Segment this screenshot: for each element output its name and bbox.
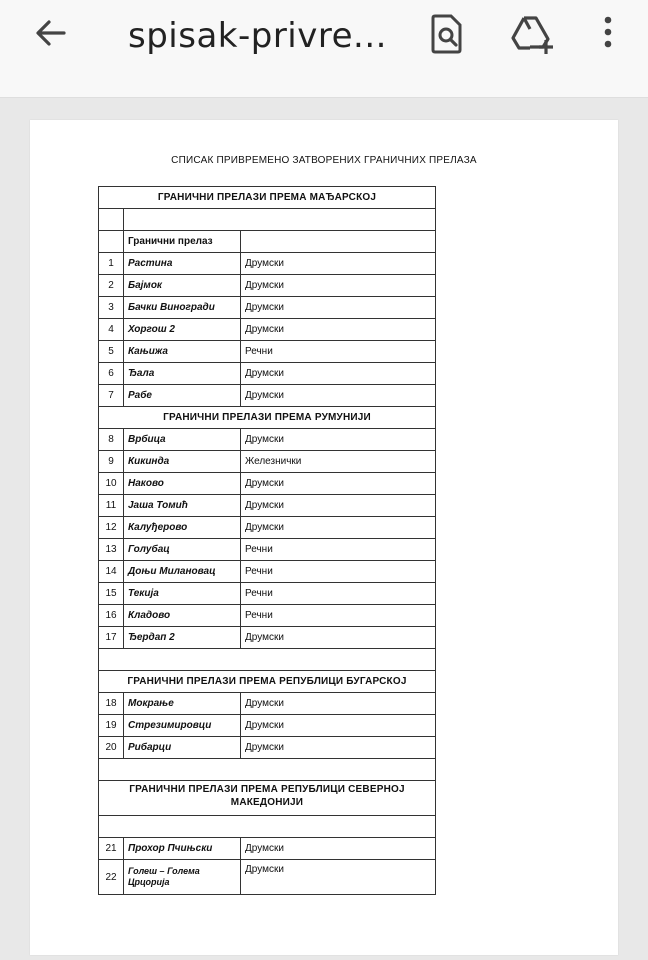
section-header-row [99, 407, 436, 429]
table-row: 17 Ђердап 2 Друмски [99, 627, 436, 649]
table-row: 2 Бајмок Друмски [99, 275, 436, 297]
table-row: 12 Калуђерово Друмски [99, 517, 436, 539]
blank-row [99, 649, 436, 671]
table-row: 3 Бачки Виногради Друмски [99, 297, 436, 319]
table-row: 19 Стрезимировци Друмски [99, 715, 436, 737]
find-in-document-icon[interactable] [427, 12, 467, 56]
table-row: 14 Доњи Милановац Речни [99, 561, 436, 583]
section-header-row [99, 187, 436, 209]
table-row: 7 Рабе Друмски [99, 385, 436, 407]
table-row: 22 Голеш – Голема Црцорија Друмски [99, 860, 436, 895]
document-page[interactable] [30, 120, 618, 955]
column-header-row [99, 231, 436, 253]
table-row: 4 Хоргош 2 Друмски [99, 319, 436, 341]
section-heading: ГРАНИЧНИ ПРЕЛАЗИ ПРЕМА РУМУНИЈИ [99, 407, 436, 429]
table-row: 16 Кладово Речни [99, 605, 436, 627]
table-row: 5 Кањижа Речни [99, 341, 436, 363]
table-row: 21 Прохор Пчињски Друмски [99, 838, 436, 860]
table-row: 11 Јаша Томић Друмски [99, 495, 436, 517]
table-row: 1 Растина Друмски [99, 253, 436, 275]
border-crossings-table [98, 186, 436, 895]
table-row: 8 Врбица Друмски [99, 429, 436, 451]
document-title-bar: spisak-privre... [128, 16, 387, 56]
table-row: 20 Рибарци Друмски [99, 737, 436, 759]
add-to-drive-icon[interactable] [510, 12, 550, 56]
back-arrow-icon[interactable] [30, 14, 70, 54]
table-row: 9 Кикинда Железнички [99, 451, 436, 473]
blank-row [99, 759, 436, 781]
section-heading: ГРАНИЧНИ ПРЕЛАЗИ ПРЕМА РЕПУБЛИЦИ СЕВЕРНОЈ МАКЕДОНИЈИ [99, 781, 436, 816]
document-heading: СПИСАК ПРИВРЕМЕНО ЗАТВОРЕНИХ ГРАНИЧНИХ ПРЕЛАЗА [171, 155, 477, 166]
table-row: 18 Мокрање Друмски [99, 693, 436, 715]
blank-row [99, 209, 436, 231]
blank-row [99, 816, 436, 838]
table-row: 6 Ђала Друмски [99, 363, 436, 385]
section-header-row [99, 671, 436, 693]
column-header: Гранични прелаз [124, 231, 241, 253]
table-row: 15 Текија Речни [99, 583, 436, 605]
more-options-icon[interactable] [594, 12, 622, 56]
table-row: 13 Голубац Речни [99, 539, 436, 561]
section-header-row [99, 781, 436, 816]
table-row: 10 Наково Друмски [99, 473, 436, 495]
app-bar [0, 0, 648, 98]
section-heading: ГРАНИЧНИ ПРЕЛАЗИ ПРЕМА РЕПУБЛИЦИ БУГАРСКОЈ [99, 671, 436, 693]
section-heading: ГРАНИЧНИ ПРЕЛАЗИ ПРЕМА МАЂАРСКОЈ [99, 187, 436, 209]
